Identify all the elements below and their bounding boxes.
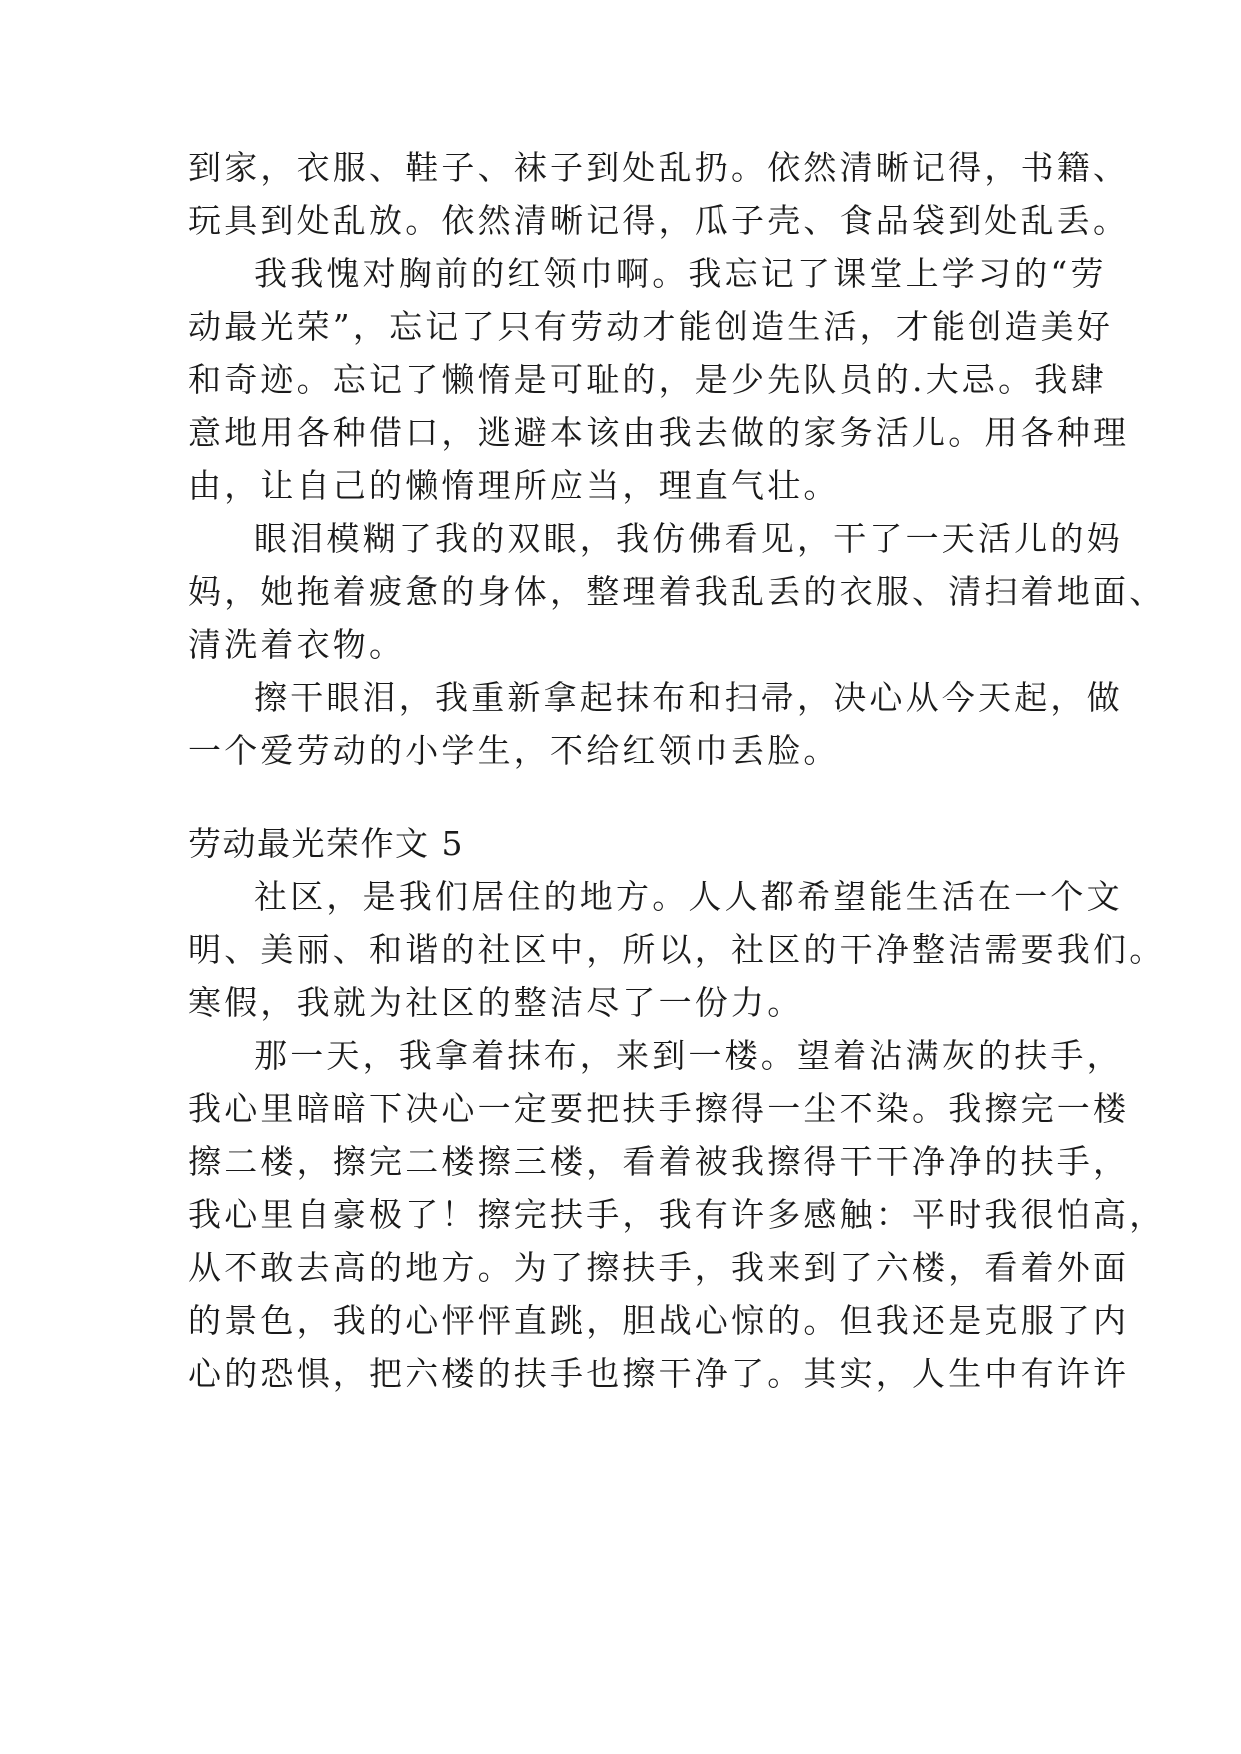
paragraph-line: 我我愧对胸前的红领巾啊。我忘记了课堂上学习的“劳: [254, 254, 1107, 293]
paragraph-line: 寒假，我就为社区的整洁尽了一份力。: [188, 983, 804, 1022]
paragraph-line: 由，让自己的懒惰理所应当，理直气壮。: [188, 466, 840, 505]
paragraph-line: 擦二楼，擦完二楼擦三楼，看着被我擦得干干净净的扶手，: [188, 1142, 1130, 1181]
paragraph-line: 我心里暗暗下决心一定要把扶手擦得一尘不染。我擦完一楼: [188, 1089, 1130, 1128]
paragraph-line: 玩具到处乱放。依然清晰记得，瓜子壳、食品袋到处乱丢。: [188, 201, 1130, 240]
paragraph-line: 社区，是我们居住的地方。人人都希望能生活在一个文: [254, 877, 1123, 916]
paragraph-line: 我心里自豪极了！擦完扶手，我有许多感触：平时我很怕高，: [188, 1195, 1166, 1234]
paragraph-line: 一个爱劳动的小学生，不给红领巾丢脸。: [188, 731, 840, 770]
paragraph-line: 清洗着衣物。: [188, 625, 406, 664]
paragraph-line: 妈，她拖着疲惫的身体，整理着我乱丢的衣服、清扫着地面、: [188, 572, 1166, 611]
paragraph-line: 意地用各种借口，逃避本该由我去做的家务活儿。用各种理: [188, 413, 1130, 452]
paragraph-line: 心的恐惧，把六楼的扶手也擦干净了。其实，人生中有许许: [188, 1354, 1130, 1393]
paragraph-line: 动最光荣”，忘记了只有劳动才能创造生活，才能创造美好: [188, 307, 1114, 346]
paragraph-line: 眼泪模糊了我的双眼，我仿佛看见，干了一天活儿的妈: [254, 519, 1123, 558]
paragraph-line: 擦干眼泪，我重新拿起抹布和扫帚，决心从今天起，做: [254, 678, 1123, 717]
paragraph-line: 从不敢去高的地方。为了擦扶手，我来到了六楼，看着外面: [188, 1248, 1130, 1287]
essay-title: 劳动最光荣作文 5: [188, 824, 464, 863]
paragraph-line: 和奇迹。忘记了懒惰是可耻的，是少先队员的.大忌。我肆: [188, 360, 1107, 399]
paragraph-line: 的景色，我的心怦怦直跳，胆战心惊的。但我还是克服了内: [188, 1301, 1130, 1340]
paragraph-line: 那一天，我拿着抹布，来到一楼。望着沾满灰的扶手，: [254, 1036, 1123, 1075]
paragraph-line: 明、美丽、和谐的社区中，所以，社区的干净整洁需要我们。: [188, 930, 1166, 969]
paragraph-line: 到家，衣服、鞋子、袜子到处乱扔。依然清晰记得，书籍、: [188, 148, 1130, 187]
